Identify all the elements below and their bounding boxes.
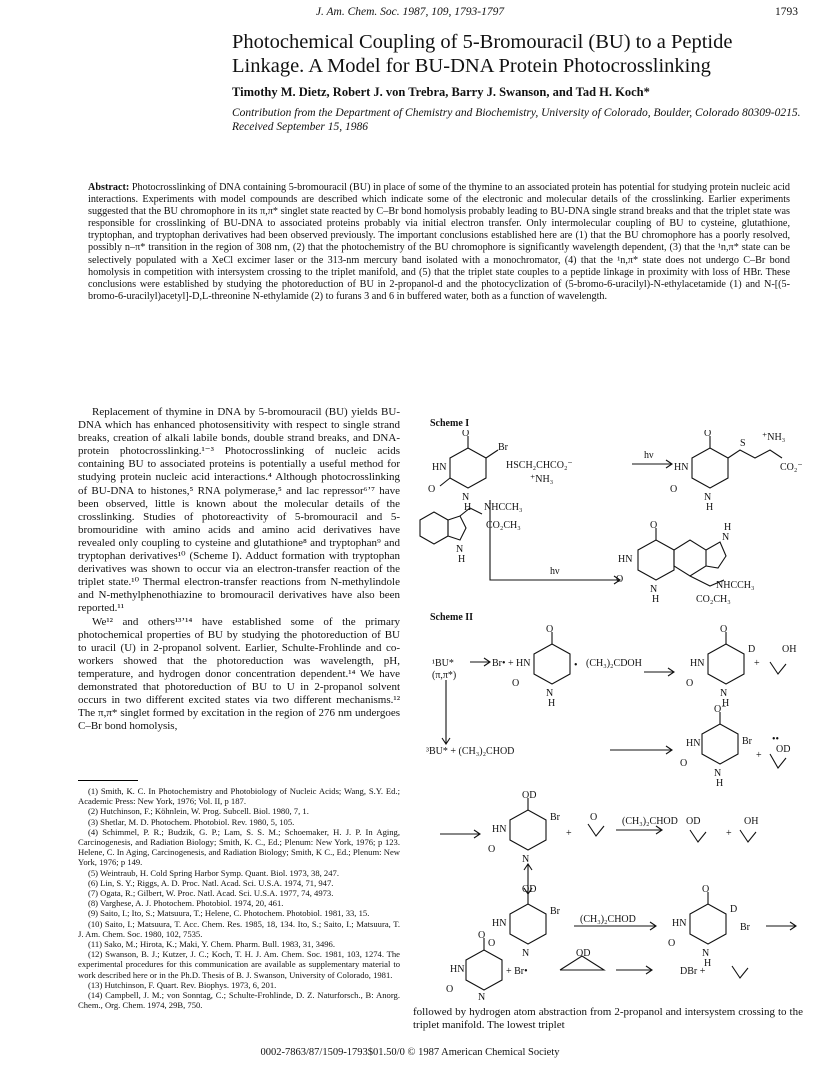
footnotes — [78, 786, 400, 1010]
svg-text:H: H — [724, 522, 732, 533]
svg-text:N: N — [702, 948, 710, 959]
footnote: (9) Saito, I.; Ito, S.; Matsuura, T.; Helene, C. Photochem. Photobiol. 1981, 33, 15. — [88, 908, 370, 919]
svg-text:+: + — [566, 828, 572, 839]
footnote: (6) Lin, S. Y.; Riggs, A. D. Proc. Natl. Acad. Sci. U.S.A. 1974, 71, 947. — [88, 877, 334, 888]
svg-text:D: D — [748, 644, 756, 655]
svg-text:H: H — [464, 502, 472, 513]
svg-text:O: O — [668, 938, 676, 949]
product-amine: ⁺NH₃ — [762, 432, 786, 443]
affiliation: Contribution from the Department of Chemistry and Biochemistry, University of Colorado, Boulder, Colorado 80309-0215. Received September 15, 1986 — [232, 107, 801, 133]
svg-text:N: N — [462, 492, 470, 503]
svg-text:OD: OD — [776, 744, 791, 755]
svg-text:O: O — [546, 624, 554, 635]
copyright-footer: 0002-7863/87/1509-1793$01.50/0 © 1987 American Chemical Society — [260, 1047, 560, 1058]
thiol-reagent: HSCH₂CHCO₂⁻ — [506, 460, 573, 471]
paragraph: Replacement of thymine in DNA by 5-bromouracil (BU) yields BU-DNA which has enhanced photosensitivity with respect to single strand breaks, creation of alkali labile bonds, double strand breaks, and DNA-protein photocrosslinking.¹⁻³ Photocrosslinking of nucleic acids containing BU to associated proteins is potentially a useful method for studying protein nucleic acid interactions.⁴ Although photocrosslinking of BU-DNA to histones,⁵ RNA polymerase,⁵ and lac repressor⁶ʼ⁷ have been observed, little is known about the molecular details of the crosslinking. Studies of photoreactivity of 5-bromouracil and 5-bromouridine with amino acids and amino acid derivatives have revealed only coupling to cysteine and glutathione⁸ and tryptophan⁹ and tryptophan derivatives¹⁰ (Scheme I). Adduct formation with tryptophan derivatives was shown to occur via an electron-transfer reaction of the triplet state.¹⁰ Thermal electron-transfer reactions from N-methylindole and N-methylphenothiazine to bromouracil derivatives have also been reported.¹¹ — [78, 406, 400, 615]
footnote-rule — [78, 780, 138, 781]
svg-text:N: N — [522, 948, 530, 959]
svg-text:HN: HN — [450, 964, 465, 975]
svg-text:OD: OD — [522, 790, 537, 801]
svg-text:N: N — [720, 688, 728, 699]
deuterated-solvent: (CH₃)₂CDOH — [586, 658, 642, 669]
svg-text:HN: HN — [674, 462, 689, 473]
svg-text:••: •• — [772, 734, 780, 745]
svg-text:H: H — [706, 502, 714, 513]
journal-citation: J. Am. Chem. Soc. 1987, 109, 1793-1797 — [315, 6, 505, 18]
svg-text:O: O — [462, 430, 470, 439]
svg-text:O: O — [720, 624, 728, 635]
scheme-2-figure — [410, 624, 810, 1002]
scheme-1-label: Scheme I — [430, 418, 470, 429]
svg-text:N: N — [704, 492, 712, 503]
svg-text:O: O — [670, 484, 678, 495]
scheme-2-label: Scheme II — [430, 612, 474, 623]
thiol-amine: ⁺NH₃ — [530, 474, 554, 485]
footnote: (4) Schimmel, P. R.; Budzik, G. P.; Lam, S. S. M.; Schoemaker, H. J. P. In Aging, Carcinogenesis, and Radiation Biology; Smith, K. C., Ed.; Plenum: New York, 1976; p 123. Helene, C. In Aging, Carcinogenesis, and Radiation Biology; Smith, K C., Ed.; Plenum: New York, 1976; p 149. — [78, 826, 400, 868]
footnote: (13) Hutchinson, F. Quart. Rev. Biophys. 1973, 6, 201. — [88, 979, 277, 990]
svg-text:N: N — [722, 532, 730, 543]
svg-text:O: O — [702, 884, 710, 895]
solvent-2: (CH₃)₂CHOD — [622, 816, 678, 827]
svg-text:H: H — [548, 698, 556, 709]
article-title: Photochemical Coupling of 5-Bromouracil (BU) to a Peptide Linkage. A Model for BU-DNA Protein Photocrosslinking — [232, 31, 733, 77]
solvent-3: (CH₃)₂CHOD — [580, 914, 636, 925]
footnote: (14) Campbell, J. M.; von Sonntag, C.; Schulte-Frohlinde, D. Z. Naturforsch., B: Anorg. Chem., Org. Chem. 1974, 29B, 750. — [78, 990, 400, 1011]
svg-text:O: O — [616, 574, 624, 585]
uracil-ring — [450, 448, 486, 488]
svg-text:HN: HN — [672, 918, 687, 929]
svg-text:D: D — [730, 904, 738, 915]
svg-text:Br: Br — [550, 812, 560, 823]
trp-amide: NHCCH₃ — [484, 502, 523, 513]
page-number: 1793 — [775, 6, 798, 18]
svg-text:H: H — [722, 698, 730, 709]
svg-text:Br: Br — [740, 922, 750, 933]
svg-text:HN: HN — [492, 824, 507, 835]
author-list: Timothy M. Dietz, Robert J. von Trebra, Barry J. Swanson, and Tad H. Koch* — [232, 85, 650, 99]
prod2-amide: NHCCH₃ — [716, 580, 755, 591]
svg-text:O: O — [446, 984, 454, 995]
footnote: (7) Ogata, R.; Gilbert, W. Proc. Natl. Acad. Sci. U.S.A. 1977, 74, 4973. — [88, 888, 334, 899]
svg-text:N: N — [478, 992, 486, 1002]
svg-text:O: O — [590, 812, 598, 823]
svg-text:OD: OD — [686, 816, 701, 827]
svg-text:H: H — [704, 958, 712, 969]
footnote: (8) Varghese, A. J. Photochem. Photobiol. 1974, 20, 461. — [88, 898, 284, 909]
singlet-state: (π,π*) — [432, 670, 457, 681]
svg-text:S: S — [740, 438, 746, 449]
svg-text:O: O — [488, 938, 496, 949]
abstract-label: Abstract: — [88, 182, 130, 193]
paragraph: We¹² and others¹³ʼ¹⁴ have established some of the primary photochemical properties of BU by studying the photoreduction of BU to uracil (U) in 2-propanol solvent. Earlier, Schulte-Frohlinde and co-workers showed that the photoreduction was wavelength, pH, temperature, and hydrogen donor concentration dependent.¹⁴ We have demonstrated that photoreduction of BU to U in 2-propanol solvent occurs in two different excited states via two different mechanisms.¹² The π,π* singlet formed by excitation in the region of 276 nm undergoes C–Br bond homolysis, — [78, 615, 400, 733]
svg-text:H: H — [652, 594, 660, 605]
svg-text:OH: OH — [744, 816, 759, 827]
svg-text:HN: HN — [618, 554, 633, 565]
svg-text:O: O — [680, 758, 688, 769]
svg-text:OD: OD — [576, 948, 591, 959]
svg-text:N: N — [546, 688, 554, 699]
svg-text:H: H — [716, 778, 724, 789]
svg-text:O: O — [428, 484, 436, 495]
footnote: (1) Smith, K. C. In Photochemistry and Photobiology of Nucleic Acids; Wang, S.Y. Ed.; Academic Press: New York, 1976; Vol. II, p 187. — [78, 786, 400, 807]
svg-text:HN: HN — [690, 658, 705, 669]
bromine-radical: Br• + — [492, 658, 514, 669]
bu-triplet: ³BU* + (CH₃)₂CHOD — [426, 746, 515, 757]
body-left-column — [78, 406, 400, 733]
svg-text:Br: Br — [550, 906, 560, 917]
dbr-product: DBr + — [680, 966, 706, 977]
hv-label-2: hν — [550, 566, 560, 577]
hv-label: hν — [644, 450, 654, 461]
bu-singlet: ¹BU* — [432, 658, 454, 669]
svg-text:H: H — [458, 554, 466, 565]
svg-text:OD: OD — [522, 884, 537, 895]
prod2-ester: CO₂CH₃ — [696, 594, 731, 605]
svg-text:N: N — [650, 584, 658, 595]
svg-text:O: O — [686, 678, 694, 689]
svg-text:+: + — [756, 750, 762, 761]
footnote: (10) Saito, I.; Matsuura, T. Acc. Chem. Res. 1985, 18, 134. Ito, S.; Saito, I.; Matsuura, T. J. Am. Chem. Soc. 1980, 102, 7535. — [78, 918, 400, 939]
footnote: (12) Swanson, B. J.; Kutzer, J. C.; Koch, T. H. J. Am. Chem. Soc. 1981, 103, 1274. The experimental procedures for this communication are available as supplementary material to work described here or in the Ph.D. Thesis of B. J. Swanson, University of Colorado, 1981. — [78, 949, 400, 980]
svg-text:Br: Br — [742, 736, 752, 747]
svg-text:N: N — [714, 768, 722, 779]
svg-text:+: + — [754, 658, 760, 669]
footnote: (5) Weintraub, H. Cold Spring Harbor Symp. Quant. Biol. 1973, 38, 247. — [88, 867, 339, 878]
svg-text:O: O — [650, 520, 658, 531]
trp-ester: CO₂CH₃ — [486, 520, 521, 531]
svg-text:•: • — [574, 660, 578, 671]
svg-text:O: O — [478, 930, 486, 941]
svg-text:N: N — [522, 854, 530, 865]
footnote: (3) Shetlar, M. D. Photochem. Photobiol. Rev. 1980, 5, 105. — [88, 816, 295, 827]
svg-text:O: O — [512, 678, 520, 689]
body-right-column: followed by hydrogen atom abstraction from 2-propanol and intersystem crossing to the triplet manifold. The lowest triplet — [413, 1006, 803, 1032]
svg-text:HN: HN — [492, 918, 507, 929]
svg-text:HN: HN — [686, 738, 701, 749]
svg-text:O: O — [488, 844, 496, 855]
product-acid: CO₂⁻ — [780, 462, 803, 473]
br-radical-2: + Br• — [506, 966, 528, 977]
svg-text:HN: HN — [516, 658, 531, 669]
svg-text:N: N — [456, 544, 464, 555]
svg-text:+: + — [726, 828, 732, 839]
abstract-text: Photocrosslinking of DNA containing 5-bromouracil (BU) in place of some of the thymine to an associated protein has potential for studying protein nucleic acid interactions. Experiments with model compounds are described which indicate some of the electronic and molecular details of the crosslinking. Earlier experiments suggested that the BU chromophore in its π,π* singlet state reacted by C–Br bond homolysis probably leading to BU-DNA single strand breaks and that the triplet state was responsible for crosslinking of BU-DNA to associated proteins probably via initial electron transfer. Only intermolecular coupling of BU to cysteine, glutathione, tryptophan, and tryptophan derivatives had been observed previously. The important conclusions established here are (1) that the BU chromophore has a poorly resolved, possibly n–π* transition in the region of 308 nm, (2) that the photochemistry of the BU chromophore is significantly wavelength dependent, (3) that the ¹n,π* state can be selectively populated with a XeCl excimer laser or the 313-nm mercury band isolated with a monochromator, (4) that the ¹n,π* state does not undergo C–Br bond homolysis in competition with intersystem crossing to the triplet manifold, and (5) that the triplet state couples to a peptide linkage in proximity with loss of HBr. These conclusions were established by studying the photoreduction of BU in 2-propanol-d and the photocyclization of (5-bromo-6-uracilyl)-N-ethylacetamide (1) and N-[(5-bromo-6-uracilyl)acetyl]-D,L-threonine N-ethylamide (2) to furans 3 and 6 in buffered water, both as a function of wavelength. — [88, 182, 790, 302]
footnote: (11) Sako, M.; Hirota, K.; Maki, Y. Chem. Pharm. Bull. 1983, 31, 3496. — [88, 939, 335, 950]
scheme-1-figure — [410, 430, 810, 610]
footnote: (2) Hutchinson, F.; Köhnlein, W. Prog. Subcell. Biol. 1980, 7, 1. — [88, 806, 309, 817]
svg-text:HN: HN — [432, 462, 447, 473]
svg-text:O⁻: O⁻ — [714, 704, 727, 715]
svg-text:O: O — [704, 430, 712, 439]
abstract — [88, 182, 790, 303]
svg-text:OH: OH — [782, 644, 797, 655]
svg-text:Br: Br — [498, 442, 508, 453]
